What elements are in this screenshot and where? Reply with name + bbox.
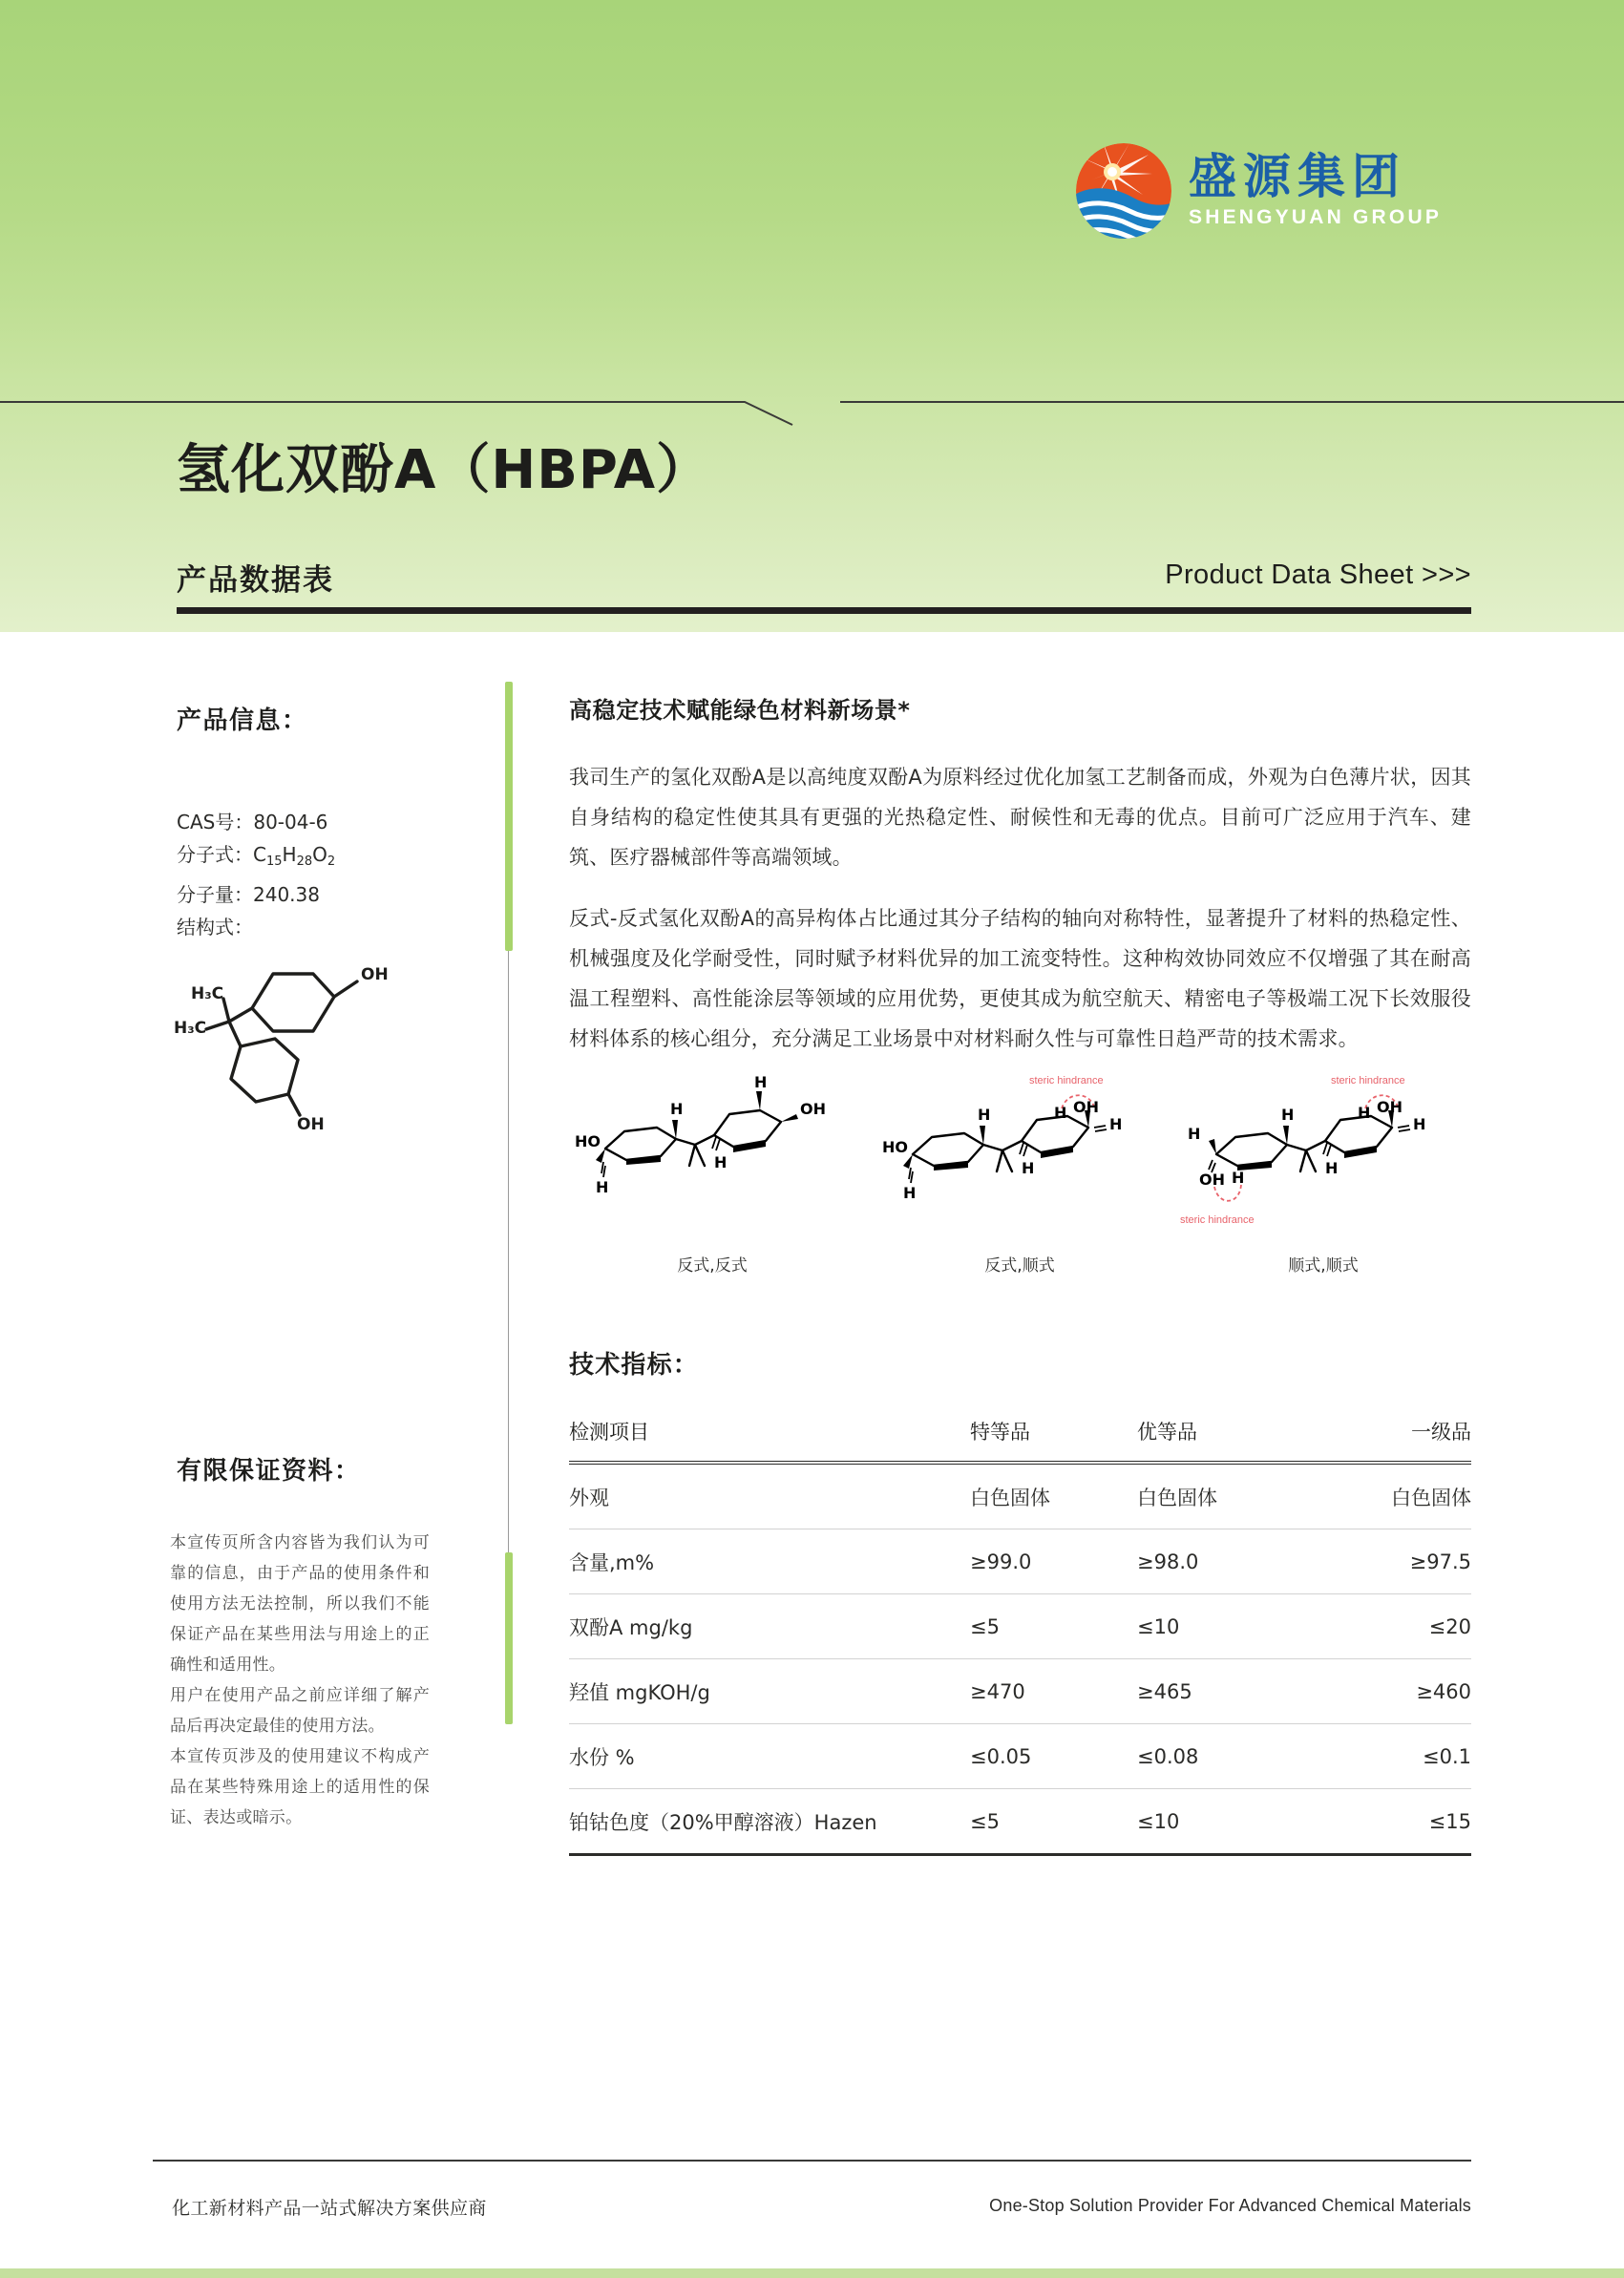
- sidebar: [0, 632, 508, 2160]
- table-row: [569, 1724, 1471, 1789]
- mw-value: 240.38: [253, 883, 320, 906]
- cas-label: CAS号：: [177, 811, 254, 833]
- page-title: 氢化双酚A（HBPA）: [177, 439, 711, 501]
- column-header-premium: 优等品: [1137, 1421, 1197, 1444]
- cell-first: ≤15: [1304, 1789, 1471, 1855]
- isomer-cis-cis-structure-icon: [1180, 1072, 1466, 1244]
- subtitle-english: Product Data Sheet >>>: [1165, 559, 1471, 590]
- steric-hindrance-label: steric hindrance: [1029, 1075, 1104, 1086]
- structure-oh-top-label: OH: [361, 965, 389, 984]
- formula-h: H: [282, 843, 297, 866]
- page-footer: [0, 2160, 1624, 2278]
- structure-methyl-top-label: H₃C: [191, 984, 224, 1003]
- isomer-a-oh-label: OH: [800, 1100, 826, 1118]
- warranty-heading: 有限保证资料：: [177, 1457, 361, 1486]
- subtitle-chinese: 产品数据表: [177, 563, 334, 598]
- table-header-row: [569, 1411, 1471, 1463]
- cell-premium: ≥98.0: [1137, 1529, 1304, 1594]
- table-row: [569, 1594, 1471, 1659]
- cell-premium: ≤10: [1137, 1789, 1304, 1855]
- isomer-c-h-label: H: [1188, 1125, 1201, 1143]
- main-column: [569, 632, 1471, 1856]
- isomer-b-h-label: H: [1022, 1159, 1035, 1177]
- title-divider-rule: [0, 392, 1624, 431]
- formula-row: [177, 838, 335, 878]
- isomer-a-h-label: H: [714, 1153, 728, 1171]
- hbpa-structure-diagram-icon: [170, 955, 437, 1146]
- isomer-c-oh-label: OH: [1377, 1098, 1403, 1116]
- isomer-c-h-label: H: [1358, 1104, 1371, 1122]
- isomer-cis-cis: [1180, 1072, 1466, 1276]
- table-header: [569, 1411, 1471, 1463]
- isomer-caption: 顺式,顺式: [1288, 1256, 1359, 1276]
- subtitle-underline: [177, 607, 1471, 614]
- company-logo: [1074, 141, 1442, 241]
- product-info-list: [177, 806, 335, 943]
- table-row: [569, 1659, 1471, 1724]
- formula-c-sub: 15: [265, 854, 283, 869]
- isomer-b-h-label: H: [978, 1106, 991, 1124]
- structure-label: 结构式：: [177, 916, 253, 939]
- intro-paragraph-1: 我司生产的氢化双酚A是以高纯度双酚A为原料经过优化加氢工艺制备而成，外观为白色薄片状，因其自身结构的稳定性使其具有更强的光热稳定性、耐候性和无毒的优点。目前可广泛应用于汽车、建筑、医疗器械部件等高端领域。: [569, 766, 1471, 869]
- footer-tagline-chinese: 化工新材料产品一站式解决方案供应商: [172, 2198, 487, 2219]
- isomer-c-h-label: H: [1413, 1115, 1426, 1133]
- cell-special: ≤0.05: [970, 1724, 1137, 1789]
- cell-premium: ≤10: [1137, 1594, 1304, 1659]
- formula-c: C: [253, 843, 266, 866]
- molecular-weight-row: [177, 878, 335, 911]
- cell-special: ≥470: [970, 1659, 1137, 1724]
- formula-label: 分子式：: [177, 843, 253, 866]
- isomer-c-h-label: H: [1281, 1106, 1295, 1124]
- sun-wave-circle-logo-icon: [1074, 141, 1173, 241]
- warranty-paragraph: 用户在使用产品之前应详细了解产品后再决定最佳的使用方法。: [170, 1686, 430, 1736]
- cas-row: [177, 806, 335, 838]
- formula-o-sub: 2: [327, 854, 336, 869]
- warranty-text: [170, 1528, 430, 1833]
- cell-special: 白色固体: [970, 1463, 1137, 1529]
- technical-spec-table: [569, 1411, 1471, 1856]
- cell-item: 含量,m%: [569, 1529, 970, 1594]
- cell-first: 白色固体: [1304, 1463, 1471, 1529]
- product-info-heading: 产品信息：: [177, 707, 308, 735]
- column-header-special: 特等品: [970, 1421, 1030, 1444]
- column-header-first: 一级品: [1411, 1421, 1471, 1444]
- isomer-a-h-label: H: [754, 1073, 768, 1091]
- structure-methyl-bottom-label: H₃C: [174, 1019, 207, 1038]
- body-content: [0, 632, 1624, 2160]
- bottom-accent-bar: [0, 2268, 1624, 2278]
- isomer-caption: 反式,顺式: [984, 1256, 1055, 1276]
- cell-item: 双酚A mg/kg: [569, 1594, 970, 1659]
- lead-headline: 高稳定技术赋能绿色材料新场景*: [569, 697, 911, 724]
- table-row: [569, 1789, 1471, 1855]
- isomer-b-oh-label: OH: [1073, 1098, 1099, 1116]
- cell-first: ≥460: [1304, 1659, 1471, 1724]
- isomer-a-h-label: H: [670, 1100, 684, 1118]
- isomer-diagram-group: [569, 1072, 1471, 1292]
- intro-paragraph-2: 反式-反式氢化双酚A的高异构体占比通过其分子结构的轴向对称特性，显著提升了材料的热稳定性、机械强度及化学耐受性，同时赋予材料优异的加工流变特性。这种构效协同效应不仅增强了其在耐高温工程塑料、高性能涂层等领域的应用优势，更使其成为航空航天、精密电子等极端工况下长效服役材料体系的核心组分，充分满足工业场景中对材料耐久性与可靠性日趋严苛的技术需求。: [569, 907, 1471, 1050]
- warranty-paragraph: 本宣传页涉及的使用建议不构成产品在某些特殊用途上的适用性的保证、表达或暗示。: [170, 1747, 430, 1827]
- cell-item: 外观: [569, 1463, 970, 1529]
- isomer-a-ho-label: HO: [575, 1132, 601, 1150]
- cell-item: 羟值 mgKOH/g: [569, 1659, 970, 1724]
- formula-h-sub: 28: [296, 854, 313, 869]
- formula-o: O: [312, 843, 327, 866]
- header-banner: [0, 0, 1624, 382]
- logo-english-name: SHENGYUAN GROUP: [1189, 206, 1443, 229]
- isomer-b-h-label: H: [903, 1184, 917, 1202]
- title-zone: [0, 382, 1624, 632]
- isomer-trans-trans-structure-icon: [569, 1072, 855, 1244]
- cell-first: ≤20: [1304, 1594, 1471, 1659]
- cell-premium: ≤0.08: [1137, 1724, 1304, 1789]
- cell-special: ≤5: [970, 1789, 1137, 1855]
- isomer-trans-cis-structure-icon: [876, 1072, 1163, 1244]
- table-body: [569, 1463, 1471, 1855]
- cell-premium: ≥465: [1137, 1659, 1304, 1724]
- steric-hindrance-label: steric hindrance: [1331, 1075, 1405, 1086]
- spec-heading: 技术指标：: [569, 1351, 700, 1380]
- isomer-caption: 反式,反式: [677, 1256, 748, 1276]
- isomer-c-oh-label: OH: [1199, 1171, 1225, 1189]
- cell-item: 水份 %: [569, 1724, 970, 1789]
- isomer-a-h-label: H: [596, 1178, 609, 1196]
- isomer-c-h-label: H: [1232, 1169, 1245, 1187]
- cell-item: 铂钴色度（20%甲醇溶液）Hazen: [569, 1789, 970, 1855]
- isomer-trans-cis: [876, 1072, 1163, 1276]
- table-row: [569, 1463, 1471, 1529]
- structure-oh-bottom-label: OH: [297, 1115, 325, 1134]
- footer-divider: [153, 2160, 1471, 2162]
- footer-tagline-english: One-Stop Solution Provider For Advanced Chemical Materials: [989, 2196, 1471, 2215]
- isomer-trans-trans: [569, 1072, 855, 1276]
- isomer-c-h-label: H: [1325, 1159, 1339, 1177]
- cell-special: ≤5: [970, 1594, 1137, 1659]
- cell-first: ≥97.5: [1304, 1529, 1471, 1594]
- cell-first: ≤0.1: [1304, 1724, 1471, 1789]
- isomer-b-ho-label: HO: [882, 1138, 908, 1156]
- logo-wordmark: [1189, 148, 1443, 231]
- cas-value: 80-04-6: [253, 811, 328, 833]
- cell-special: ≥99.0: [970, 1529, 1137, 1594]
- table-row: [569, 1529, 1471, 1594]
- cell-premium: 白色固体: [1137, 1463, 1304, 1529]
- logo-chinese-name: 盛源集团: [1189, 148, 1406, 204]
- mw-label: 分子量：: [177, 883, 253, 906]
- column-header-item: 检测项目: [569, 1421, 649, 1444]
- steric-hindrance-label: steric hindrance: [1180, 1214, 1255, 1226]
- isomer-b-h-label: H: [1054, 1104, 1067, 1122]
- isomer-b-h-label: H: [1109, 1115, 1123, 1133]
- warranty-paragraph: 本宣传页所含内容皆为我们认为可靠的信息，由于产品的使用条件和使用方法无法控制，所以我们不能保证产品在某些用法与用途上的正确性和适用性。: [170, 1533, 430, 1675]
